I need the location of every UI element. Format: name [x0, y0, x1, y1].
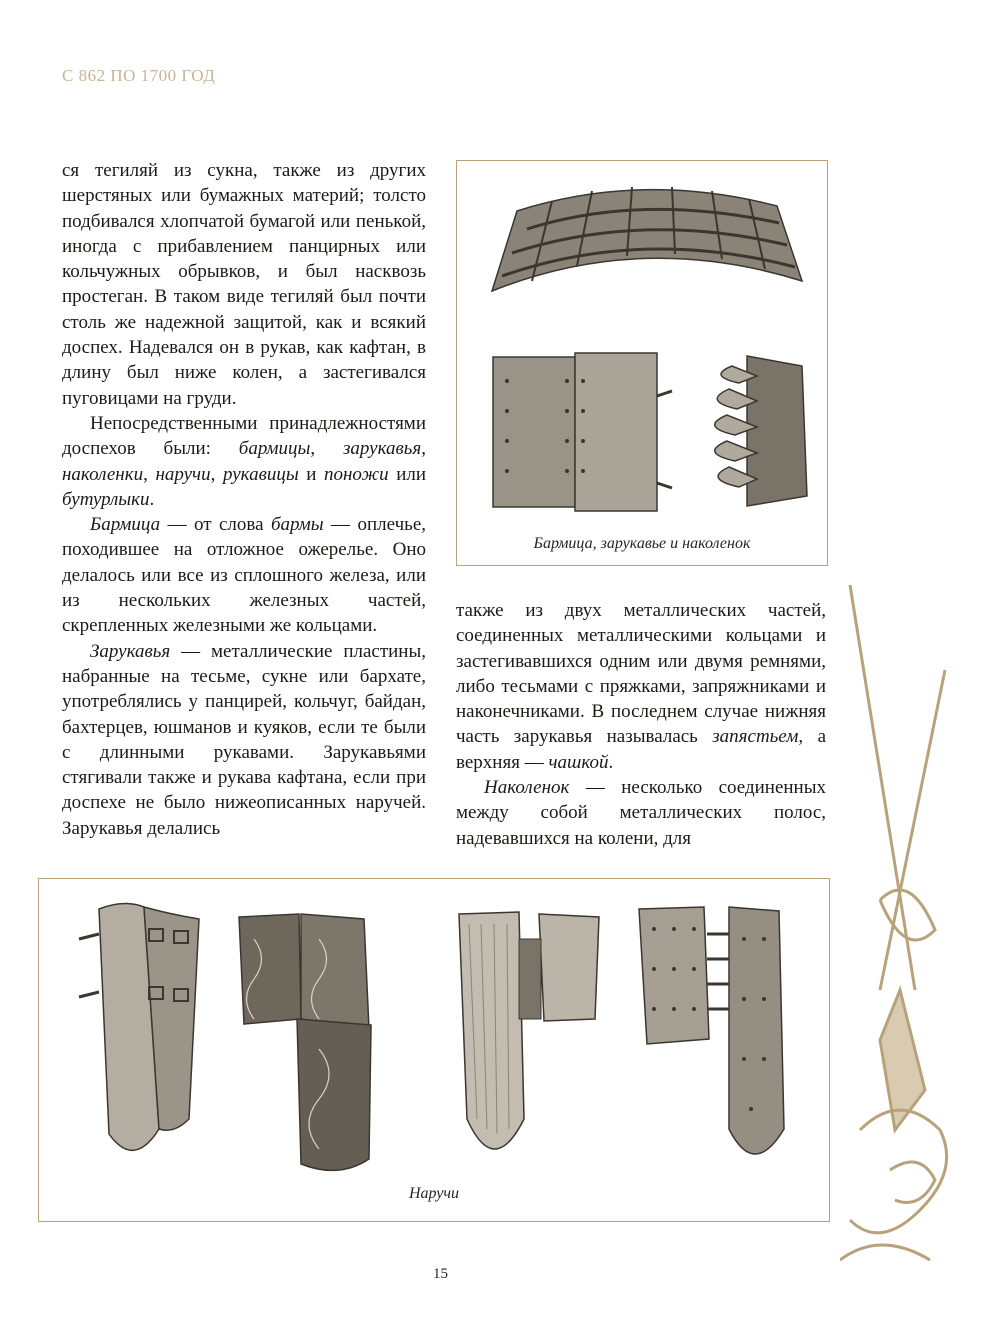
- paragraph-zarukavya: Зарукавья — металлические пластины, набранные на тесьме, сукне или бархате, употреблялись у панцирей, кольчуг, байдан, бахтерцев, юшманов и куяков, если те были с длинными рукавами. Зарукавьями стягивали также и рукава кафтана, если при доспехе не было нижеописанных наручей. Зарукавья делались: [62, 640, 426, 839]
- page-number: 15: [433, 1266, 448, 1282]
- figure-barmitsa-caption: Бармица, зарукавье и наколенок: [533, 535, 751, 552]
- term-ponozhi: поножи: [324, 463, 389, 485]
- term-zarukavya-def: Зарукавья: [90, 640, 171, 662]
- paragraph-tegilyai: ся тегиляй из сукна, также из других шерстяных или бумажных материй; толсто подбивался хлопчатой бумагой или пенькой, иногда с прибавлением панцирных или кольчужных обрывков, и был насквозь простеган. В таком виде тегиляй был почти столь же надежной защитой, как и всякий доспех. Надевался он в рукав, как кафтан, в длину был ниже колен, а застегивался пуговицами на груди.: [62, 160, 426, 409]
- paragraph-accessories: Непосредственными принадлежностями доспехов были: бармицы, зарукавья, наколенки, наручи, рукавицы и поножи или бутурлыки.: [62, 412, 427, 510]
- term-barmitsa: Бармица: [90, 514, 161, 536]
- term-zapyastye: запястьем: [712, 726, 799, 748]
- right-text-column: [456, 598, 826, 851]
- paragraph-nakolenok: Наколенок — несколько соединенных между собой металлических полос, надевавшихся на колени, для: [456, 777, 826, 849]
- running-header: С 862 ПО 1700 ГОД: [62, 66, 216, 85]
- term-nakolenok: Наколенок: [484, 777, 570, 799]
- weapons-ornament: [840, 570, 975, 1270]
- term-zarukavya: зарукавья: [343, 438, 422, 460]
- term-barmy: бармы: [271, 514, 324, 536]
- figure-barmitsa-frame: [456, 160, 828, 566]
- term-nakolenki: наколенки: [62, 463, 144, 485]
- naruchi-illustration: [39, 879, 829, 1179]
- term-chashka: чашкой: [548, 751, 609, 773]
- paragraph-barmitsa: Бармица — от слова бармы — оплечье, походившее на отложное ожерелье. Оно делалось или все из сплошного железа, или из нескольких железных частей, скрепленных железными же кольцами.: [62, 514, 426, 637]
- term-buturlyki: бутурлыки: [62, 488, 150, 510]
- left-text-column: [62, 158, 426, 841]
- paragraph-zarukavya-cont: также из двух металлических частей, соединенных металлическими кольцами и застегивавшихся одним или двумя ремнями, либо тесьмами с пряжками, запряжниками и наконечниками. В последнем случае нижняя часть зарукавья называлась запястьем, а верхняя — чашкой.: [456, 600, 826, 773]
- figure-naruchi-caption: Наручи: [408, 1185, 460, 1202]
- term-naruchi: наручи: [155, 463, 211, 485]
- figure-naruchi-frame: [38, 878, 830, 1222]
- term-barmitsy: бармицы: [238, 438, 311, 460]
- term-rukavitsy: рукавицы: [222, 463, 299, 485]
- barmitsa-illustration: [457, 161, 827, 531]
